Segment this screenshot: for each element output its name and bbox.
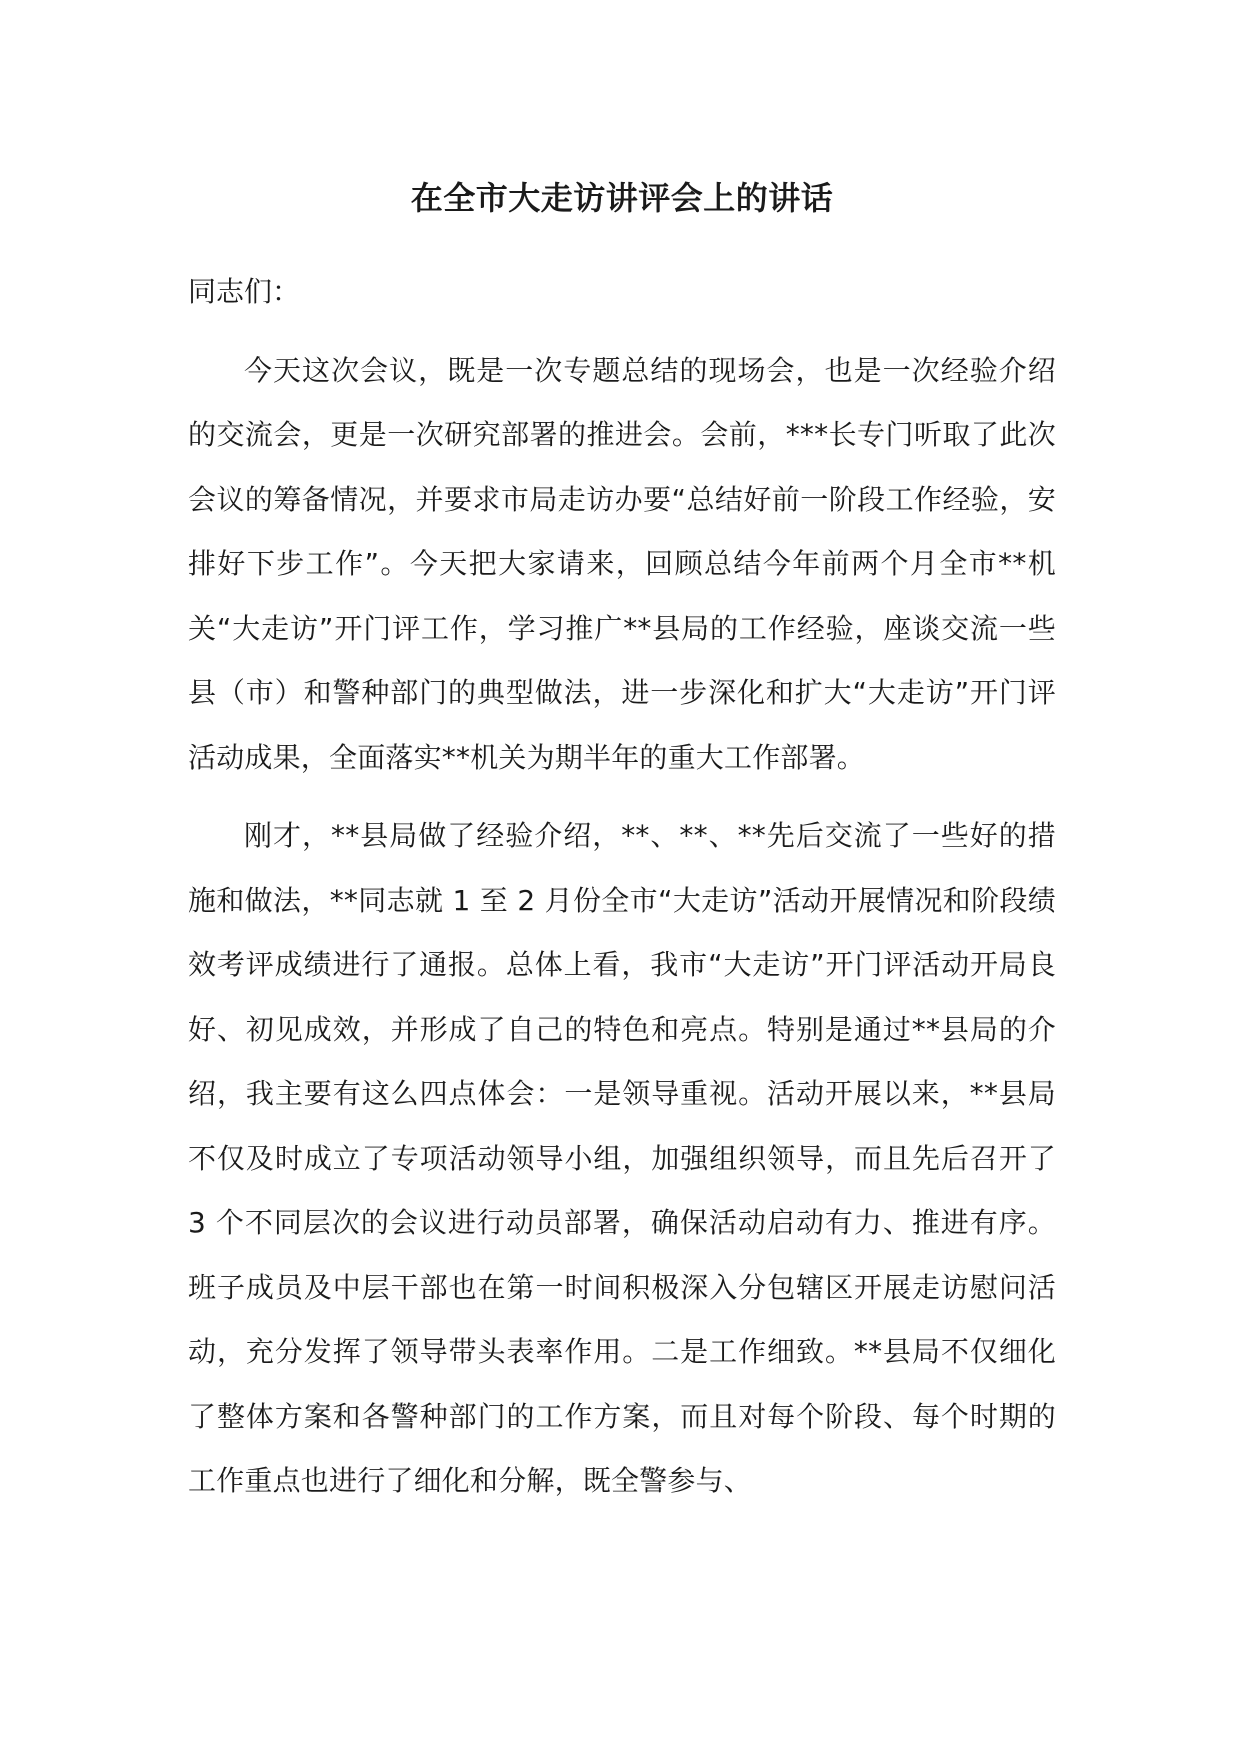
paragraph-2: 刚才，**县局做了经验介绍，**、**、**先后交流了一些好的措施和做法，**同志就 1 至 2 月份全市“大走访”活动开展情况和阶段绩效考评成绩进行了通报。总体上看，我市“大走访”开门评活动开局良好、初见成效，并形成了自己的特色和亮点。特别是通过**县局的介绍，我主要有这么四点体会：一是领导重视。活动开展以来，**县局不仅及时成立了专项活动领导小组，加强组织领导，而且先后召开了 3 个不同层次的会议进行动员部署，确保活动启动有力、推进有序。班子成员及中层干部也在第一时间积极深入分包辖区开展走访慰问活动，充分发挥了领导带头表率作用。二是工作细致。**县局不仅细化了整体方案和各警种部门的工作方案，而且对每个阶段、每个时期的工作重点也进行了细化和分解，既全警参与、 [188,819,1056,1497]
document-title: 在全市大走访讲评会上的讲话 [410,179,834,217]
salutation: 同志们： [188,275,301,308]
document-page [188,170,1056,1528]
paragraph-1: 今天这次会议，既是一次专题总结的现场会，也是一次经验介绍的交流会，更是一次研究部署的推进会。会前，***长专门听取了此次会议的筹备情况，并要求市局走访办要“总结好前一阶段工作经验，安排好下步工作”。今天把大家请来，回顾总结今年前两个月全市**机关“大走访”开门评工作，学习推广**县局的工作经验，座谈交流一些县（市）和警种部门的典型做法，进一步深化和扩大“大走访”开门评活动成果，全面落实**机关为期半年的重大工作部署。 [188,353,1056,774]
